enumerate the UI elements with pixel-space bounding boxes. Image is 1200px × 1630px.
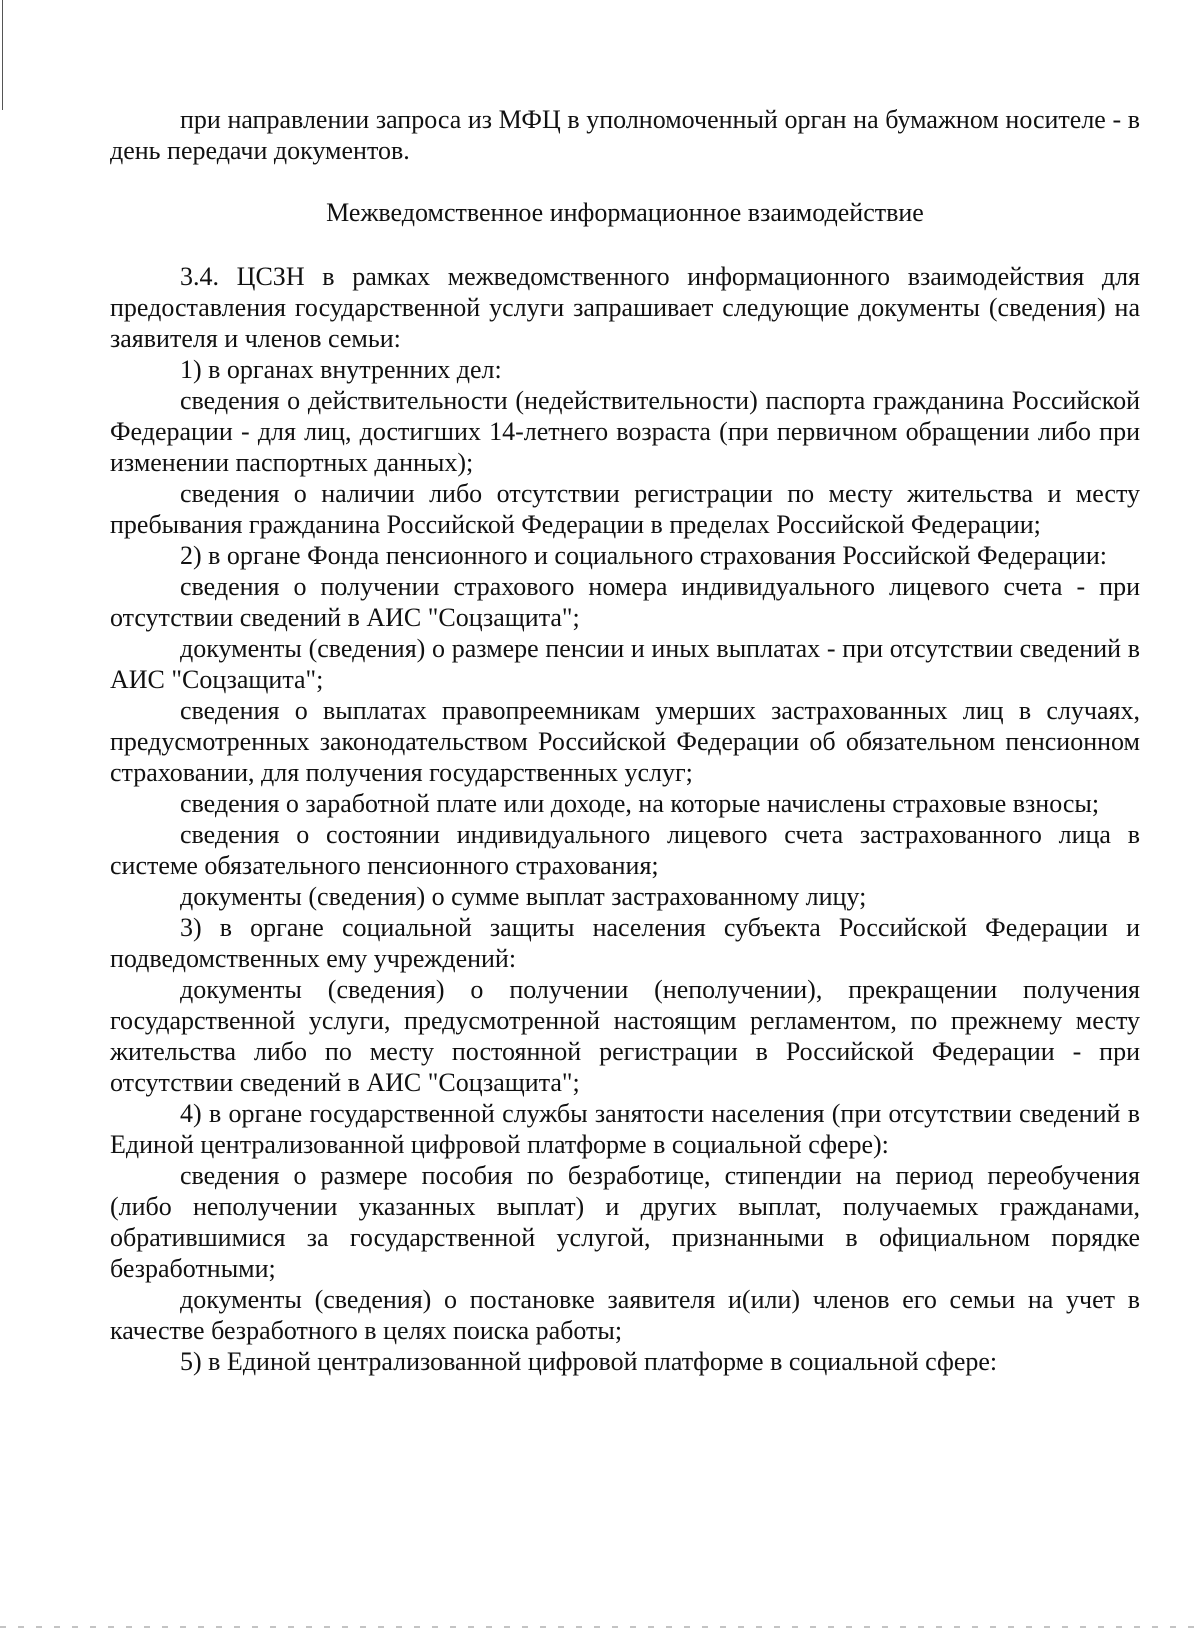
paragraph-item-1: 1) в органах внутренних дел: xyxy=(180,355,502,384)
scan-edge-line xyxy=(2,0,3,110)
paragraph-successors: сведения о выплатах правопреемникам умерших застрахованных лиц в случаях, предусмотренных законодательством Российской Федерации об обязательном пенсионном страховании, для получения государственных услуг; xyxy=(110,696,1140,787)
paragraph-unemployment-benefit: сведения о размере пособия по безработице, стипендии на период переобучения (либо неполучении указанных выплат) и других выплат, получаемых гражданами, обратившимися за государственной услугой, признанными в официальном порядке безработными; xyxy=(110,1161,1140,1283)
paragraph-item-3: 3) в органе социальной защиты населения субъекта Российской Федерации и подведомственных ему учреждений: xyxy=(110,913,1140,973)
paragraph-account-state: сведения о состоянии индивидуального лицевого счета застрахованного лица в системе обязательного пенсионного страхования; xyxy=(110,820,1140,880)
paragraph-payments-sum: документы (сведения) о сумме выплат застрахованному лицу; xyxy=(180,882,867,911)
scan-bottom-edge xyxy=(0,1626,1200,1628)
paragraph-item-4: 4) в органе государственной службы занятости населения (при отсутствии сведений в Единой централизованной цифровой платформе в социальной сфере): xyxy=(110,1099,1140,1159)
document-body xyxy=(110,104,1140,1377)
paragraph-service-receipt: документы (сведения) о получении (неполучении), прекращении получения государственной услуги, предусмотренной настоящим регламентом, по прежнему месту жительства либо по месту постоянной регистрации в Российской Федерации - при отсутствии сведений в АИС "Соцзащита"; xyxy=(110,975,1140,1097)
paragraph-pension: документы (сведения) о размере пенсии и иных выплатах - при отсутствии сведений в АИС "Соцзащита"; xyxy=(110,634,1140,694)
paragraph-item-5: 5) в Единой централизованной цифровой платформе в социальной сфере: xyxy=(180,1347,998,1376)
paragraph-snils: сведения о получении страхового номера индивидуального лицевого счета - при отсутствии сведений в АИС "Соцзащита"; xyxy=(110,572,1140,632)
paragraph-salary: сведения о заработной плате или доходе, на которые начислены страховые взносы; xyxy=(180,789,1100,818)
paragraph-3-4-intro: 3.4. ЦСЗН в рамках межведомственного информационного взаимодействия для предоставления государственной услуги запрашивает следующие документы (сведения) на заявителя и членов семьи: xyxy=(110,262,1140,353)
paragraph-registration: сведения о наличии либо отсутствии регистрации по месту жительства и месту пребывания гражданина Российской Федерации в пределах Российской Федерации; xyxy=(110,479,1140,539)
paragraph-item-2: 2) в органе Фонда пенсионного и социального страхования Российской Федерации: xyxy=(180,541,1107,570)
paragraph-passport-validity: сведения о действительности (недействительности) паспорта гражданина Российской Федерации - для лиц, достигших 14-летнего возраста (при первичном обращении либо при изменении паспортных данных); xyxy=(110,386,1140,477)
paragraph-unemployed-registration: документы (сведения) о постановке заявителя и(или) членов его семьи на учет в качестве безработного в целях поиска работы; xyxy=(110,1285,1140,1345)
paragraph-mfc-transfer: при направлении запроса из МФЦ в уполномоченный орган на бумажном носителе - в день передачи документов. xyxy=(110,105,1140,165)
section-heading: Межведомственное информационное взаимодействие xyxy=(326,198,924,227)
